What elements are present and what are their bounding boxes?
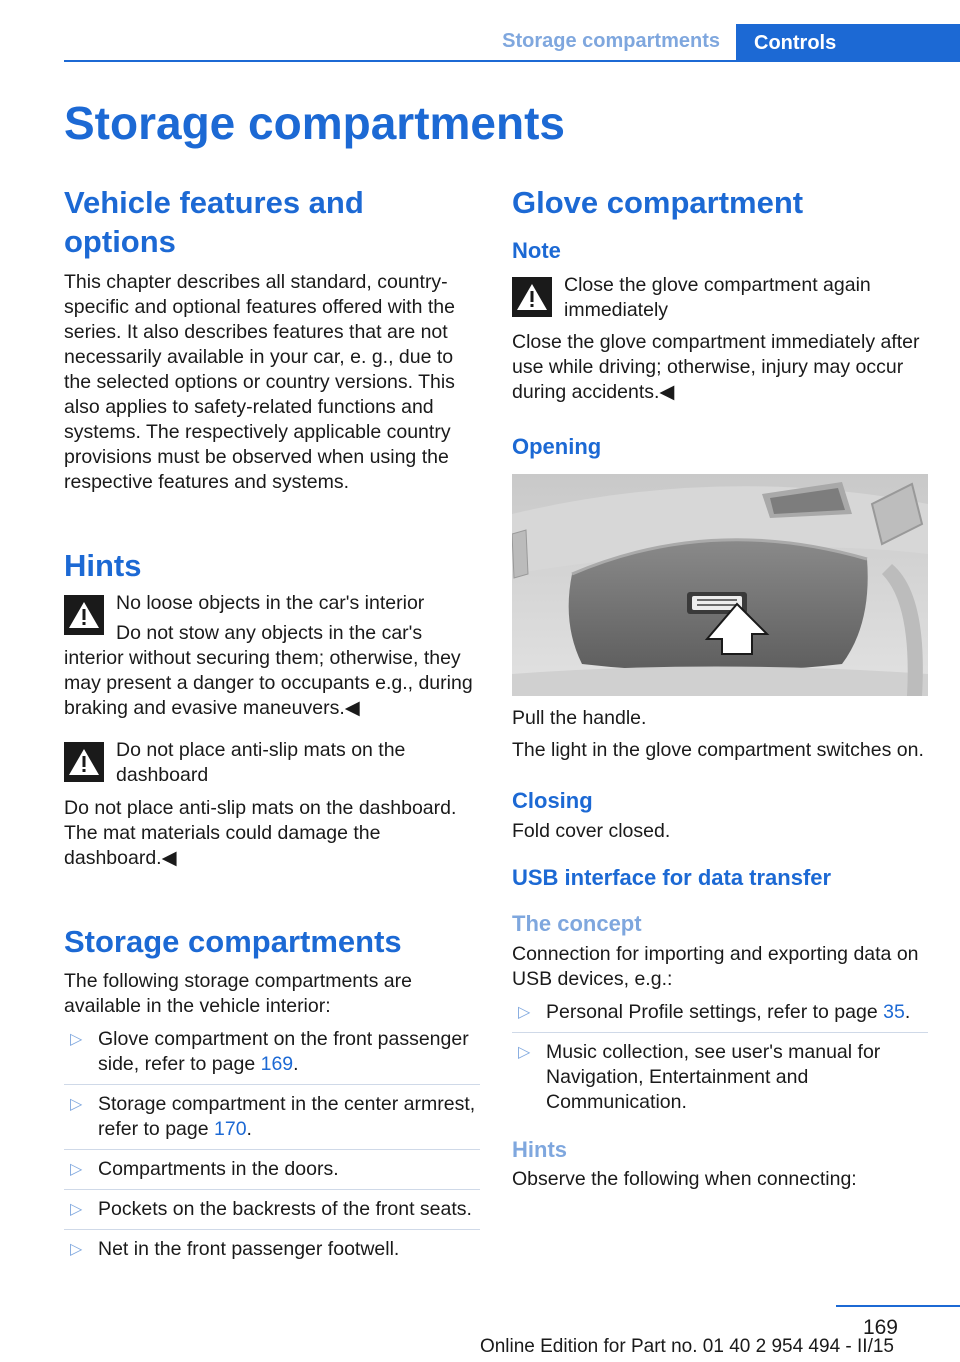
bullet-triangle-icon: ▷ xyxy=(70,1096,83,1113)
storage-list xyxy=(64,1027,480,1269)
heading-closing: Closing xyxy=(512,787,593,813)
right-column xyxy=(512,184,928,1192)
warning-loose-objects-text: Do not stow any objects in the car's interior without securing them; otherwise, they may present a danger to occupants e.g., during braking and evasive maneuvers.◀ xyxy=(64,622,473,720)
warning-triangle-icon xyxy=(64,742,104,782)
warning-triangle-icon xyxy=(64,595,104,635)
heading-note: Note xyxy=(512,237,561,263)
warning-close-glove-text: Close the glove compartment immediately after use while driving; otherwise, injury may occur during accidents.◀ xyxy=(512,331,920,404)
bullet-triangle-icon: ▷ xyxy=(70,1241,83,1258)
list-item: ▷ Compartments in the doors. xyxy=(64,1157,480,1190)
glove-compartment-image xyxy=(512,474,928,696)
usb-hints-text: Observe the following when connecting: xyxy=(512,1168,857,1191)
list-item: ▷ Glove compartment on the front passenger side, refer to page 169. xyxy=(64,1027,480,1085)
heading-vehicle-features: Vehicle features and options xyxy=(64,185,364,259)
list-item: ▷ Personal Profile settings, refer to page 35. xyxy=(512,1000,928,1033)
warning-anti-slip-mats xyxy=(64,738,480,788)
page-title: Storage compartments xyxy=(64,97,566,149)
warning-close-glove-title: Close the glove compartment again immediately xyxy=(564,274,871,322)
footer-edition: Online Edition for Part no. 01 40 2 954 494 - II/15 xyxy=(479,1336,894,1357)
closing-text: Fold cover closed. xyxy=(512,819,671,842)
header-section-label[interactable]: Storage compartments xyxy=(502,30,720,52)
bullet-triangle-icon: ▷ xyxy=(70,1031,83,1048)
bullet-triangle-icon: ▷ xyxy=(70,1161,83,1178)
glove-compartment-illustration xyxy=(512,474,928,696)
bullet-triangle-icon: ▷ xyxy=(70,1201,83,1218)
bullet-triangle-icon: ▷ xyxy=(518,1003,531,1021)
concept-text: Connection for importing and exporting data on USB devices, e.g.: xyxy=(512,942,919,990)
footer-rule xyxy=(836,1305,960,1307)
list-item: ▷ Music collection, see user's manual for Navigation, Entertainment and Communication. xyxy=(518,1040,881,1113)
warning-close-glove xyxy=(512,273,928,323)
list-item: ▷ Net in the front passenger footwell. xyxy=(70,1238,400,1260)
header-tab-controls[interactable]: Controls xyxy=(736,24,960,62)
opening-text-pull-handle: Pull the handle. xyxy=(512,706,647,729)
page-link-35[interactable]: 35 xyxy=(883,1000,905,1023)
heading-storage-compartments: Storage compartments xyxy=(64,924,402,960)
storage-intro-text: The following storage compartments are available in the vehicle interior: xyxy=(64,970,412,1017)
heading-opening: Opening xyxy=(512,434,602,460)
page-link-170[interactable]: 170 xyxy=(214,1118,247,1140)
list-item: ▷ Storage compartment in the center armrest, refer to page 170. xyxy=(64,1092,480,1150)
page-link-169[interactable]: 169 xyxy=(260,1053,294,1075)
heading-hints: Hints xyxy=(64,547,142,583)
left-column xyxy=(64,184,480,1276)
warning-anti-slip-mats-text: Do not place anti-slip mats on the dashboard. The mat materials could damage the dashboard.◀ xyxy=(64,797,457,870)
bullet-triangle-icon: ▷ xyxy=(518,1043,531,1061)
warning-loose-objects xyxy=(64,591,480,616)
usb-list xyxy=(512,1000,928,1122)
page-number: 169 xyxy=(862,1316,898,1339)
heading-glove-compartment: Glove compartment xyxy=(512,185,804,220)
list-item: ▷ Pockets on the backrests of the front seats. xyxy=(64,1197,480,1230)
opening-text-light: The light in the glove compartment switches on. xyxy=(512,738,924,761)
warning-anti-slip-mats-title: Do not place anti-slip mats on the dashboard xyxy=(116,739,406,787)
heading-usb-hints: Hints xyxy=(512,1136,567,1162)
warning-triangle-icon xyxy=(512,277,552,317)
vehicle-features-text: This chapter describes all standard, country-specific and optional features offered with the series. It also describes features that are not necessarily available in your car, e. g., due to the selected options or country versions. This also applies to safety-related functions and systems. The respectively applicable country provisions must be observed when using the respective features and systems. xyxy=(64,270,455,493)
heading-usb-interface: USB interface for data transfer xyxy=(512,864,832,890)
warning-loose-objects-title: No loose objects in the car's interior xyxy=(116,592,425,615)
heading-the-concept: The concept xyxy=(512,911,642,937)
